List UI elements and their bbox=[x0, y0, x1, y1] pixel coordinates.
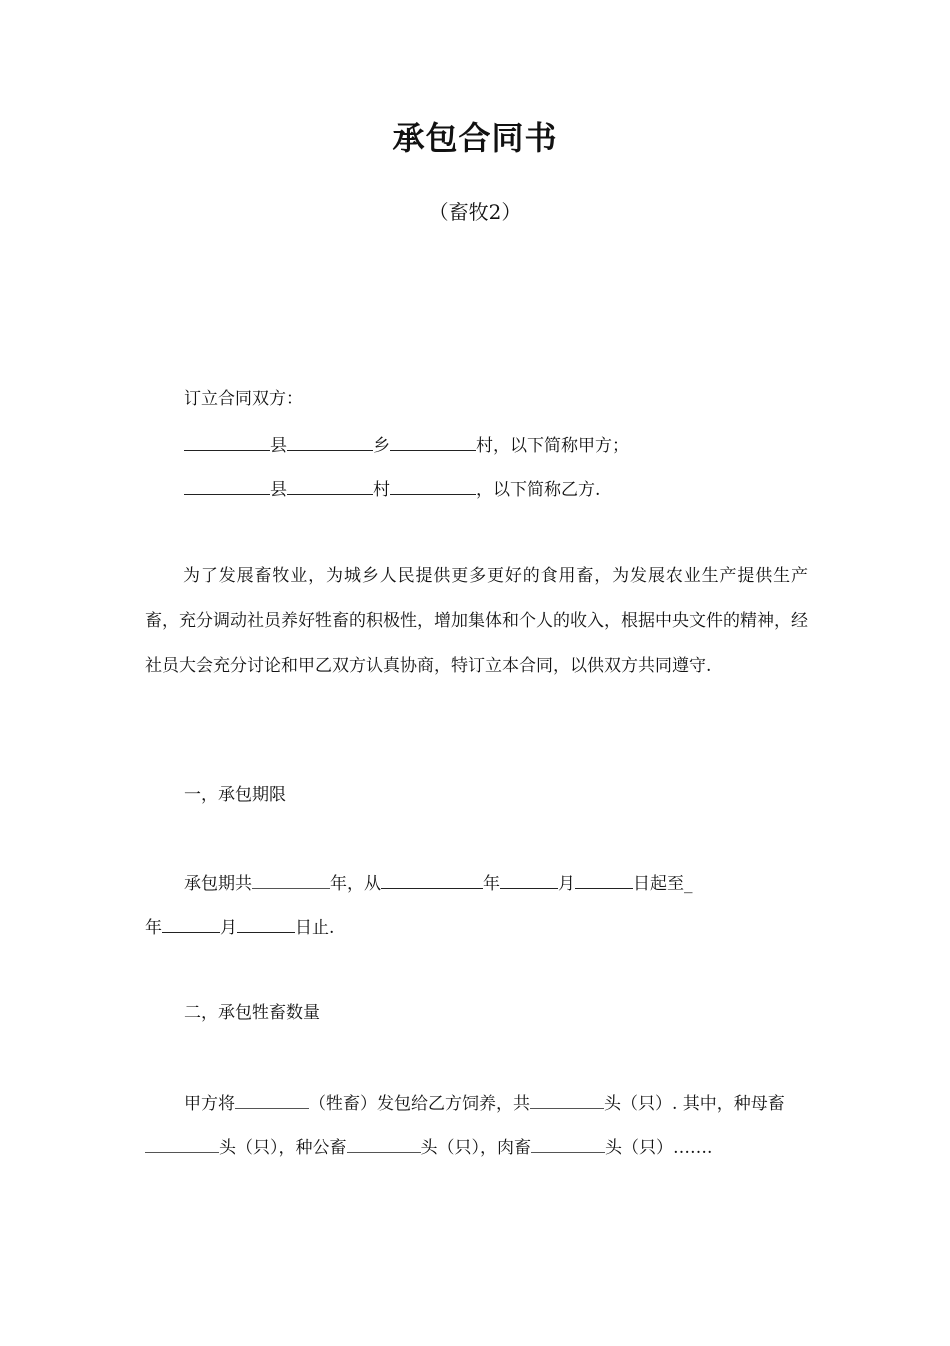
end-day-blank bbox=[237, 914, 295, 933]
breeding-male-text: 头（只），种公畜 bbox=[219, 1138, 347, 1158]
section1-heading: 一，承包期限 bbox=[184, 785, 286, 805]
livestock-type-blank bbox=[235, 1090, 309, 1109]
start-year-blank bbox=[381, 870, 483, 889]
livestock-total-blank bbox=[530, 1090, 604, 1109]
end-year-label: 年 bbox=[145, 918, 162, 938]
term-years-blank bbox=[252, 870, 330, 889]
party-a-county-blank bbox=[184, 432, 270, 451]
start-year-label: 年 bbox=[483, 874, 500, 894]
party-b-line bbox=[184, 476, 600, 503]
breeding-male-blank bbox=[347, 1134, 421, 1153]
party-a-township-blank bbox=[287, 432, 373, 451]
section2-line1 bbox=[184, 1090, 785, 1117]
section2-heading: 二，承包牲畜数量 bbox=[184, 1003, 320, 1023]
end-month-blank bbox=[162, 914, 220, 933]
term-from-label: 年，从 bbox=[330, 874, 381, 894]
end-month-label: 月 bbox=[220, 918, 237, 938]
start-month-label: 月 bbox=[558, 874, 575, 894]
end-day-label: 日止. bbox=[295, 918, 335, 938]
party-b-village-blank bbox=[287, 476, 373, 495]
party-b-county-label: 县 bbox=[270, 480, 287, 500]
start-month-blank bbox=[500, 870, 558, 889]
start-day-label: 日起至_ bbox=[633, 874, 693, 894]
livestock-total-text: 头（只）. 其中，种母畜 bbox=[604, 1094, 785, 1114]
term-label: 承包期共 bbox=[184, 874, 252, 894]
party-a-village-blank bbox=[390, 432, 476, 451]
section2-line2 bbox=[145, 1134, 712, 1161]
party-a-county-label: 县 bbox=[270, 436, 287, 456]
livestock-contract-text: （牲畜）发包给乙方饲养，共 bbox=[309, 1094, 530, 1114]
document-subtitle: （畜牧2） bbox=[428, 200, 522, 224]
meat-livestock-blank bbox=[531, 1134, 605, 1153]
parties-heading: 订立合同双方： bbox=[184, 389, 303, 409]
section2-line2-end: 头（只）……. bbox=[605, 1138, 713, 1158]
breeding-female-blank bbox=[145, 1134, 219, 1153]
start-day-blank bbox=[575, 870, 633, 889]
party-b-village-label: 村 bbox=[373, 480, 390, 500]
livestock-label: 甲方将 bbox=[184, 1094, 235, 1114]
party-a-line bbox=[184, 432, 629, 459]
document-title: 承包合同书 bbox=[392, 119, 558, 157]
section1-line2 bbox=[145, 914, 334, 941]
party-a-suffix: 村，以下简称甲方； bbox=[476, 436, 629, 456]
party-a-township-label: 乡 bbox=[373, 436, 390, 456]
section1-line1 bbox=[184, 870, 693, 897]
party-b-county-blank bbox=[184, 476, 270, 495]
party-b-name-blank bbox=[390, 476, 476, 495]
party-b-suffix: ，以下简称乙方. bbox=[476, 480, 601, 500]
preamble-paragraph: 为了发展畜牧业，为城乡人民提供更多更好的食用畜，为发展农业生产提供生产畜，充分调动社员养好牲畜的积极性，增加集体和个人的收入，根据中央文件的精神，经社员大会充分讨论和甲乙双方认真协商，特订立本合同，以供双方共同遵守. bbox=[145, 566, 808, 676]
meat-livestock-text: 头（只），肉畜 bbox=[420, 1138, 531, 1158]
